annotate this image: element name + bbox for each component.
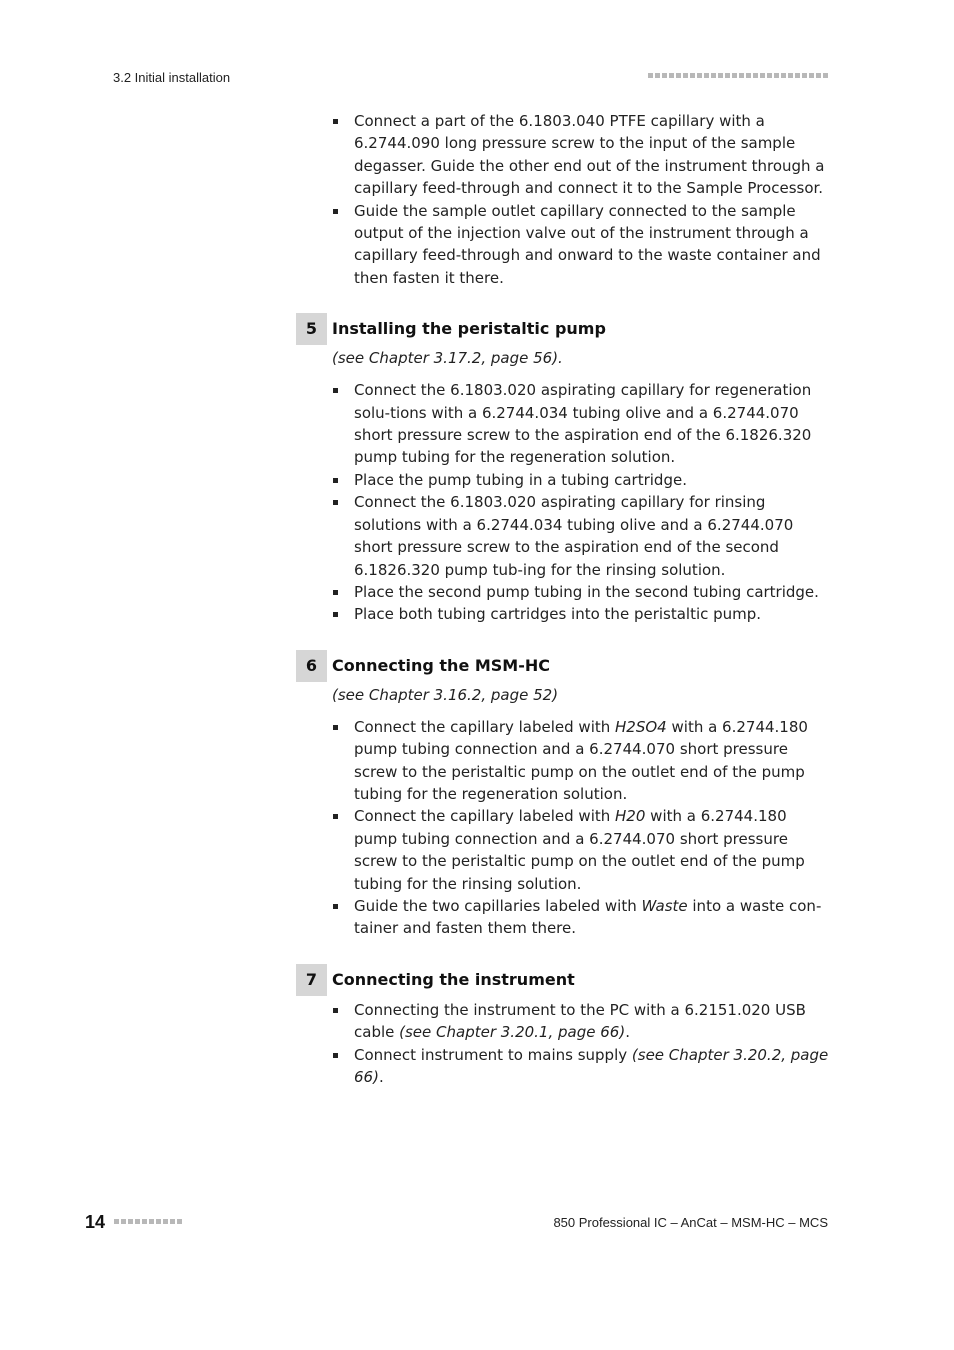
list-item: Connect the capillary labeled with H2SO4 with a 6.2744.180 pump tubing connection and a 6.2744.070 short pressure screw to the peristaltic pump on the outlet end of the pump tubing for the regeneration solution. bbox=[354, 716, 830, 806]
list-item: Connect the 6.1803.020 aspirating capillary for rinsing solutions with a 6.2744.034 tubing olive and a 6.2744.070 short pressure screw to the aspiration end of the second 6.1826.320 pump tub-ing for the rinsing solution. bbox=[354, 491, 830, 581]
step-title: Connecting the instrument bbox=[332, 969, 575, 989]
list-item: Connecting the instrument to the PC with a 6.2151.020 USB cable (see Chapter 3.20.1, page 66). bbox=[354, 999, 830, 1044]
step-heading-6 bbox=[296, 650, 830, 683]
list-item: Place both tubing cartridges into the peristaltic pump. bbox=[354, 603, 830, 625]
list-item: Connect the 6.1803.020 aspirating capillary for regeneration solu-tions with a 6.2744.034 tubing olive and a 6.2744.070 short pressure screw to the aspiration end of the 6.1826.320 pump tubing for the regeneration solution. bbox=[354, 379, 830, 469]
step-heading-5 bbox=[296, 313, 830, 346]
page-number: 14 bbox=[85, 1212, 106, 1232]
list-item: Connect instrument to mains supply (see Chapter 3.20.2, page 66). bbox=[354, 1044, 830, 1089]
chapter-reference: (see Chapter 3.16.2, page 52) bbox=[332, 685, 559, 704]
section-title: 3.2 Initial installation bbox=[113, 70, 231, 85]
step-5-list bbox=[296, 379, 830, 625]
footer-decoration bbox=[114, 1219, 182, 1224]
step-number: 6 bbox=[296, 650, 327, 682]
step-number: 5 bbox=[296, 313, 327, 345]
list-item: Connect the capillary labeled with H20 with a 6.2744.180 pump tubing connection and a 6.2744.070 short pressure screw to the peristaltic pump on the outlet end of the pump tubing for the rinsing solution. bbox=[354, 805, 830, 895]
main-content bbox=[296, 110, 830, 1088]
list-item: Guide the two capillaries labeled with Waste into a waste con-tainer and fasten them there. bbox=[354, 895, 830, 940]
step-title: Connecting the MSM-HC bbox=[332, 655, 550, 675]
step-title: Installing the peristaltic pump bbox=[332, 319, 606, 339]
intro-list bbox=[296, 110, 830, 289]
list-item: Connect a part of the 6.1803.040 PTFE capillary with a 6.2744.090 long pressure screw to the input of the sample degasser. Guide the other end out of the instrument through a capillary feed-through and connect it to the Sample Processor. bbox=[354, 110, 830, 200]
list-item: Place the second pump tubing in the second tubing cartridge. bbox=[354, 581, 830, 603]
header-decoration bbox=[648, 73, 828, 78]
step-heading-7 bbox=[296, 964, 830, 997]
list-item: Guide the sample outlet capillary connected to the sample output of the injection valve out of the instrument through a capillary feed-through and onward to the waste container and then fasten it there. bbox=[354, 200, 830, 290]
chapter-reference: (see Chapter 3.17.2, page 56). bbox=[332, 349, 563, 368]
step-6-list bbox=[296, 716, 830, 940]
document-title: 850 Professional IC – AnCat – MSM-HC – MCS bbox=[553, 1215, 828, 1230]
list-item: Place the pump tubing in a tubing cartridge. bbox=[354, 469, 830, 491]
step-number: 7 bbox=[296, 964, 327, 996]
step-7-list bbox=[296, 999, 830, 1089]
